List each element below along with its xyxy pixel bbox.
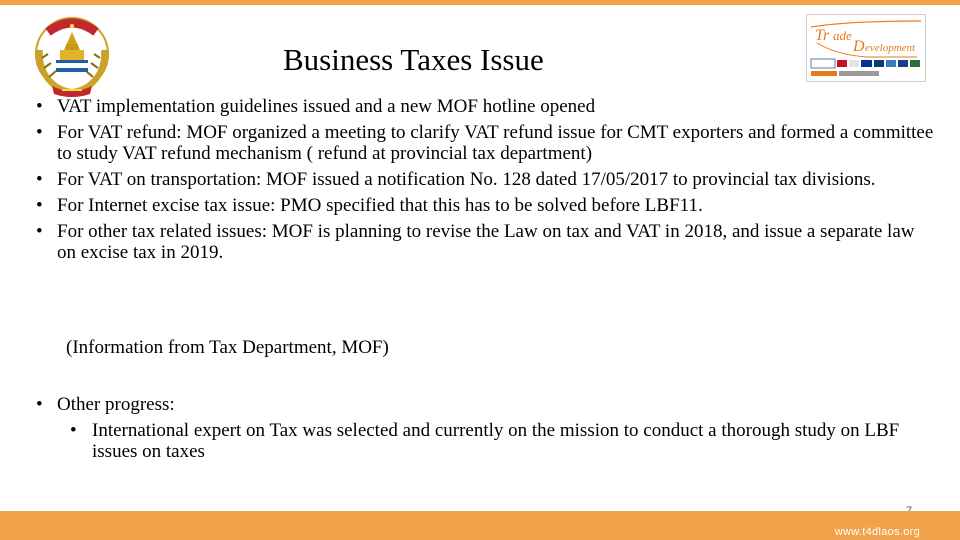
- lao-national-emblem-icon: [26, 10, 118, 102]
- other-progress-list: [36, 394, 936, 462]
- trade-development-facility-logo-icon: [807, 15, 925, 81]
- svg-text:Tr: Tr: [815, 27, 830, 44]
- sub-bullet-item: • International expert on Tax was selected and currently on the mission to conduct a thorough study on LBF issues on taxes: [70, 420, 912, 462]
- top-accent-bar: [0, 0, 960, 5]
- svg-text:D: D: [853, 38, 865, 55]
- sub-bullet-list: [70, 420, 936, 462]
- slide-title: Business Taxes Issue: [283, 42, 544, 77]
- source-note: (Information from Tax Department, MOF): [66, 337, 389, 358]
- svg-text:ade: ade: [833, 28, 852, 43]
- bullet-list: [36, 96, 936, 268]
- other-progress-label: Other progress:: [57, 394, 175, 415]
- footer-url: www.t4dlaos.org: [834, 526, 920, 538]
- bullet-item: • For VAT on transportation: MOF issued a notification No. 128 dated 17/05/2017 to provincial tax divisions.: [36, 169, 936, 190]
- bullet-item: • For VAT refund: MOF organized a meeting to clarify VAT refund issue for CMT exporters and formed a committee to study VAT refund mechanism ( refund at provincial tax department): [36, 122, 936, 164]
- bullet-item: • VAT implementation guidelines issued and a new MOF hotline opened: [36, 96, 936, 117]
- bottom-accent-bar: [0, 511, 960, 540]
- svg-text:evelopment: evelopment: [865, 42, 916, 54]
- tdf-logo: [806, 14, 926, 82]
- other-progress-item: [36, 394, 936, 462]
- bullet-item: • For other tax related issues: MOF is planning to revise the Law on tax and VAT in 2018, and issue a separate law on excise tax in 2019.: [36, 221, 936, 263]
- bullet-item: • For Internet excise tax issue: PMO specified that this has to be solved before LBF11.: [36, 195, 936, 216]
